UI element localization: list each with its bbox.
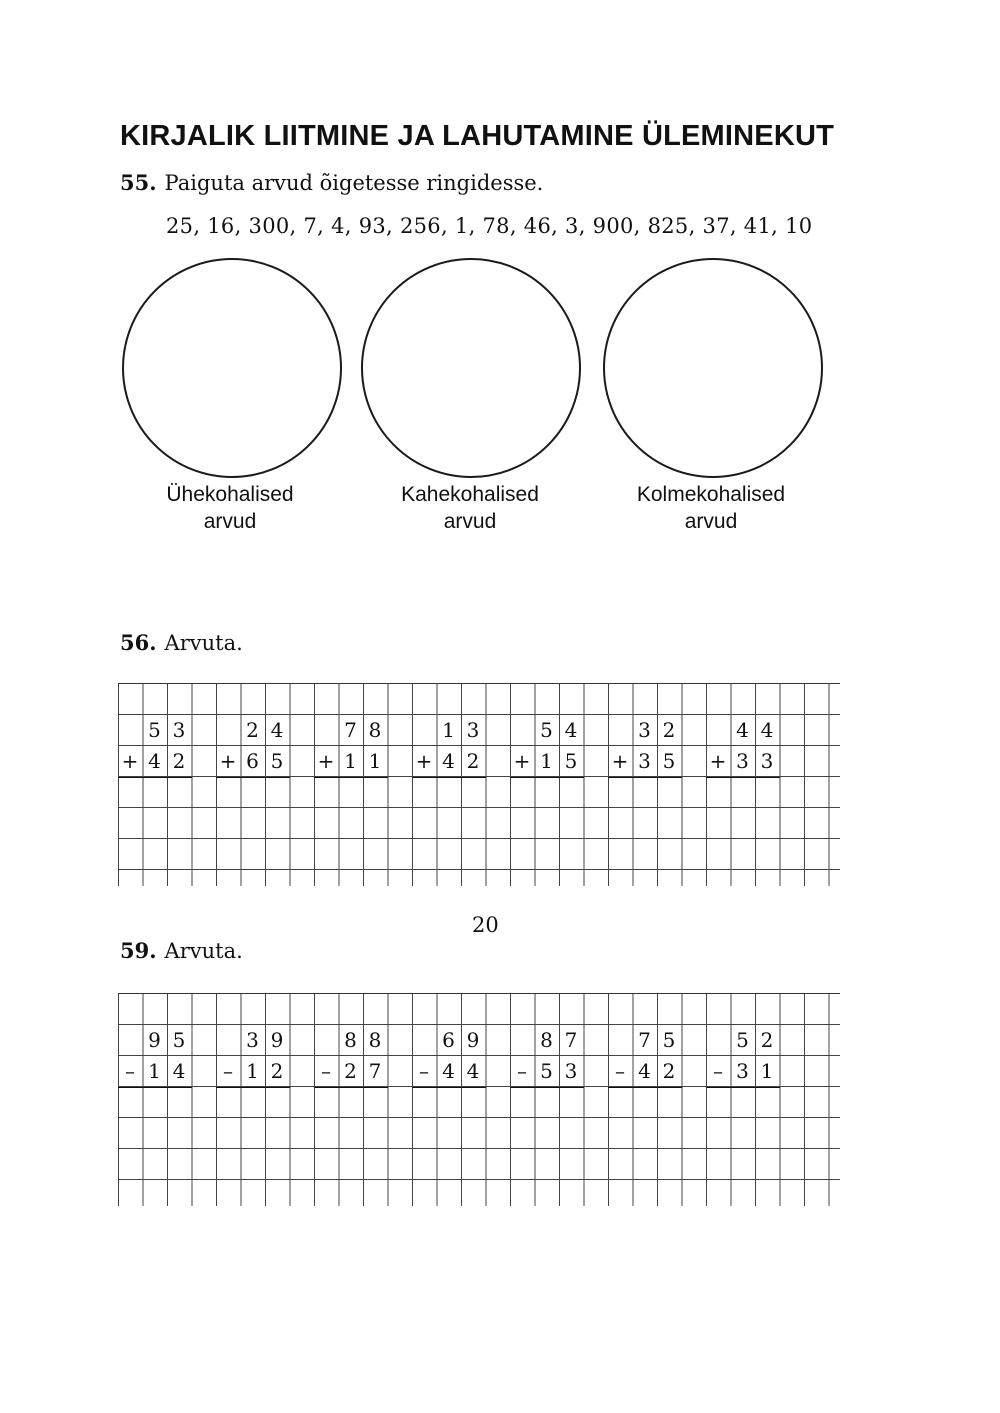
task-55-number: 55. bbox=[120, 170, 157, 195]
number-list: 25, 16, 300, 7, 4, 93, 256, 1, 78, 46, 3, 900, 825, 37, 41, 10 bbox=[166, 214, 813, 238]
sum-underline bbox=[216, 1087, 290, 1088]
sum-underline bbox=[314, 777, 388, 778]
answer-cell[interactable] bbox=[559, 777, 583, 807]
answer-cell[interactable] bbox=[608, 1087, 632, 1117]
task-56-heading bbox=[120, 630, 243, 655]
digit-ones: 3 bbox=[564, 1059, 578, 1083]
answer-cell[interactable] bbox=[731, 1087, 755, 1117]
digit-tens: 3 bbox=[736, 749, 749, 773]
digit-ones: 4 bbox=[466, 1059, 480, 1083]
digit-ones: 2 bbox=[270, 1059, 284, 1083]
operator-sign: – bbox=[223, 1059, 233, 1083]
answer-cell[interactable] bbox=[437, 777, 461, 807]
answer-cell[interactable] bbox=[633, 1087, 657, 1117]
digit-ones: 1 bbox=[760, 1059, 774, 1083]
task-59-instruction: Arvuta. bbox=[164, 939, 243, 963]
operator-sign: + bbox=[317, 749, 335, 773]
digit-tens: 1 bbox=[246, 1059, 259, 1083]
digit-ones: 3 bbox=[760, 749, 774, 773]
answer-cell[interactable] bbox=[241, 777, 265, 807]
digit-tens: 4 bbox=[638, 1059, 651, 1083]
digit-tens: 3 bbox=[638, 749, 651, 773]
answer-cell[interactable] bbox=[706, 777, 730, 807]
answer-cell[interactable] bbox=[412, 777, 436, 807]
answer-cell[interactable] bbox=[216, 1087, 240, 1117]
sum-underline bbox=[216, 777, 290, 778]
answer-cell[interactable] bbox=[510, 777, 534, 807]
answer-cell[interactable] bbox=[412, 1087, 436, 1117]
answer-cell[interactable] bbox=[559, 1087, 583, 1117]
digit-ones: 5 bbox=[662, 749, 676, 773]
digit-ones: 4 bbox=[564, 718, 578, 742]
answer-cell[interactable] bbox=[216, 777, 240, 807]
sum-underline bbox=[608, 777, 682, 778]
answer-cell[interactable] bbox=[633, 777, 657, 807]
digit-ones: 4 bbox=[270, 718, 284, 742]
circle-label-one-digit bbox=[120, 481, 340, 535]
digit-ones: 7 bbox=[368, 1059, 382, 1083]
sum-underline bbox=[118, 777, 192, 778]
digit-ones: 4 bbox=[172, 1059, 186, 1083]
digit-tens: 5 bbox=[148, 718, 161, 742]
answer-cell[interactable] bbox=[167, 777, 191, 807]
sum-underline bbox=[314, 1087, 388, 1088]
digit-tens: 6 bbox=[246, 749, 259, 773]
digit-ones: 5 bbox=[662, 1028, 676, 1052]
operator-sign: + bbox=[611, 749, 629, 773]
answer-cell[interactable] bbox=[535, 777, 559, 807]
label-line: arvud bbox=[203, 510, 257, 533]
answer-cell[interactable] bbox=[339, 1087, 363, 1117]
digit-ones: 2 bbox=[760, 1028, 774, 1052]
digit-tens: 5 bbox=[736, 1028, 749, 1052]
label-line: Kolmekohalised bbox=[636, 483, 786, 506]
digit-tens: 7 bbox=[344, 718, 357, 742]
operator-sign: – bbox=[713, 1059, 723, 1083]
answer-cell[interactable] bbox=[510, 1087, 534, 1117]
operator-sign: – bbox=[419, 1059, 429, 1083]
answer-cell[interactable] bbox=[461, 1087, 485, 1117]
answer-cell[interactable] bbox=[241, 1087, 265, 1117]
sum-underline bbox=[706, 1087, 780, 1088]
circle-one-digit[interactable] bbox=[122, 258, 342, 478]
operator-sign: + bbox=[415, 749, 433, 773]
digit-ones: 9 bbox=[270, 1028, 284, 1052]
subtraction-grid bbox=[118, 993, 840, 1206]
circle-label-two-digit bbox=[360, 481, 580, 535]
answer-cell[interactable] bbox=[118, 1087, 142, 1117]
operator-sign: + bbox=[513, 749, 531, 773]
circle-three-digit[interactable] bbox=[603, 258, 823, 478]
digit-tens: 3 bbox=[638, 718, 651, 742]
answer-cell[interactable] bbox=[657, 777, 681, 807]
task-55-instruction: Paiguta arvud õigetesse ringidesse. bbox=[164, 171, 544, 195]
operator-sign: – bbox=[125, 1059, 135, 1083]
operator-sign: – bbox=[321, 1059, 331, 1083]
digit-tens: 4 bbox=[736, 718, 749, 742]
digit-tens: 5 bbox=[540, 718, 553, 742]
digit-tens: 1 bbox=[540, 749, 553, 773]
answer-cell[interactable] bbox=[608, 777, 632, 807]
digit-ones: 8 bbox=[368, 718, 382, 742]
answer-cell[interactable] bbox=[265, 777, 289, 807]
circle-two-digit[interactable] bbox=[361, 258, 581, 478]
operator-sign: + bbox=[219, 749, 237, 773]
digit-tens: 3 bbox=[246, 1028, 259, 1052]
answer-cell[interactable] bbox=[314, 777, 338, 807]
page-number: 20 bbox=[472, 913, 499, 937]
label-line: Ühekohalised bbox=[166, 483, 294, 506]
sum-underline bbox=[706, 777, 780, 778]
label-line: Kahekohalised bbox=[401, 483, 539, 506]
answer-cell[interactable] bbox=[706, 1087, 730, 1117]
label-line: arvud bbox=[684, 510, 738, 533]
task-55-heading bbox=[120, 170, 543, 195]
digit-tens: 2 bbox=[246, 718, 259, 742]
digit-ones: 7 bbox=[564, 1028, 578, 1052]
answer-cell[interactable] bbox=[461, 777, 485, 807]
digit-tens: 1 bbox=[148, 1059, 161, 1083]
circle-label-three-digit bbox=[601, 481, 821, 535]
answer-cell[interactable] bbox=[437, 1087, 461, 1117]
operator-sign: – bbox=[615, 1059, 625, 1083]
page-title: KIRJALIK LIITMINE JA LAHUTAMINE ÜLEMINEKUT bbox=[120, 120, 835, 152]
digit-ones: 1 bbox=[368, 749, 382, 773]
digit-ones: 5 bbox=[172, 1028, 186, 1052]
task-56-instruction: Arvuta. bbox=[164, 631, 243, 655]
digit-ones: 2 bbox=[662, 718, 676, 742]
answer-cell[interactable] bbox=[265, 1087, 289, 1117]
digit-tens: 4 bbox=[442, 749, 455, 773]
task-59-number: 59. bbox=[120, 938, 157, 963]
digit-ones: 2 bbox=[466, 749, 480, 773]
task-59-heading bbox=[120, 938, 243, 963]
sum-underline bbox=[510, 777, 584, 778]
digit-ones: 3 bbox=[466, 718, 480, 742]
addition-grid bbox=[118, 683, 840, 886]
task-56-number: 56. bbox=[120, 630, 157, 655]
digit-tens: 4 bbox=[148, 749, 161, 773]
digit-ones: 4 bbox=[760, 718, 774, 742]
answer-cell[interactable] bbox=[167, 1087, 191, 1117]
operator-sign: + bbox=[121, 749, 139, 773]
answer-cell[interactable] bbox=[143, 777, 167, 807]
digit-ones: 3 bbox=[172, 718, 186, 742]
answer-cell[interactable] bbox=[755, 1087, 779, 1117]
operator-sign: + bbox=[709, 749, 727, 773]
answer-cell[interactable] bbox=[314, 1087, 338, 1117]
digit-tens: 1 bbox=[442, 718, 455, 742]
digit-ones: 5 bbox=[564, 749, 578, 773]
digit-ones: 9 bbox=[466, 1028, 480, 1052]
digit-tens: 8 bbox=[540, 1028, 553, 1052]
answer-cell[interactable] bbox=[657, 1087, 681, 1117]
answer-cell[interactable] bbox=[535, 1087, 559, 1117]
label-line: arvud bbox=[443, 510, 497, 533]
sum-underline bbox=[412, 1087, 486, 1088]
digit-tens: 4 bbox=[442, 1059, 455, 1083]
answer-cell[interactable] bbox=[363, 777, 387, 807]
digit-ones: 8 bbox=[368, 1028, 382, 1052]
digit-tens: 1 bbox=[344, 749, 357, 773]
digit-tens: 6 bbox=[442, 1028, 455, 1052]
answer-cell[interactable] bbox=[118, 777, 142, 807]
answer-cell[interactable] bbox=[755, 777, 779, 807]
digit-tens: 8 bbox=[344, 1028, 357, 1052]
digit-ones: 5 bbox=[270, 749, 284, 773]
digit-tens: 3 bbox=[736, 1059, 749, 1083]
answer-cell[interactable] bbox=[731, 777, 755, 807]
digit-tens: 7 bbox=[638, 1028, 651, 1052]
digit-tens: 2 bbox=[344, 1059, 357, 1083]
answer-cell[interactable] bbox=[143, 1087, 167, 1117]
operator-sign: – bbox=[517, 1059, 527, 1083]
answer-cell[interactable] bbox=[363, 1087, 387, 1117]
digit-ones: 2 bbox=[172, 749, 186, 773]
sum-underline bbox=[510, 1087, 584, 1088]
digit-tens: 5 bbox=[540, 1059, 553, 1083]
sum-underline bbox=[412, 777, 486, 778]
answer-cell[interactable] bbox=[339, 777, 363, 807]
digit-tens: 9 bbox=[148, 1028, 161, 1052]
sum-underline bbox=[118, 1087, 192, 1088]
digit-ones: 2 bbox=[662, 1059, 676, 1083]
sum-underline bbox=[608, 1087, 682, 1088]
